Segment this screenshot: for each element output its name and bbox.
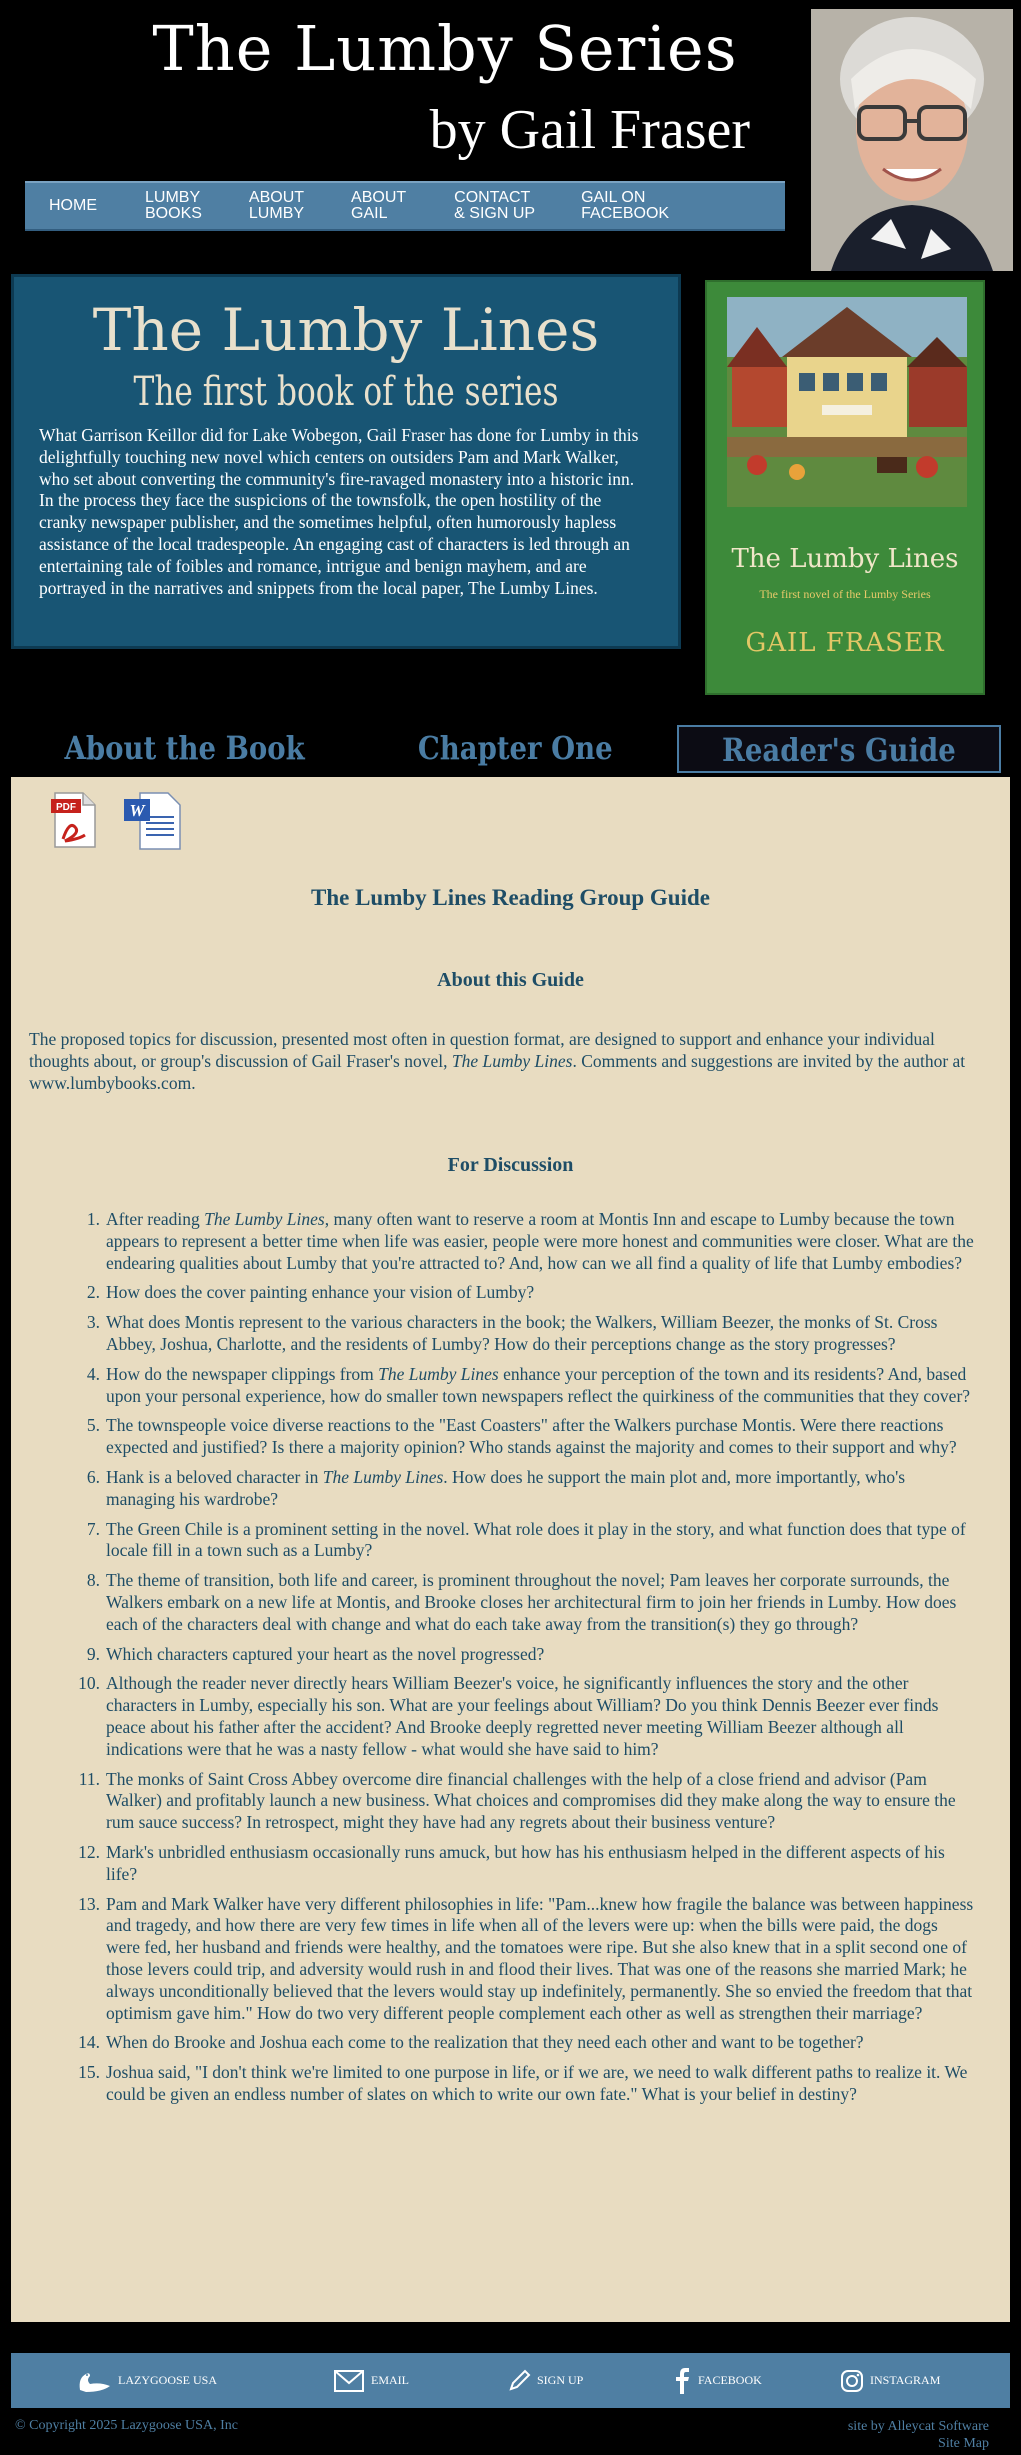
- tab-label: Chapter One: [417, 729, 613, 767]
- question-item: 2. How does the cover painting enhance your vision of Lumby?: [86, 1282, 535, 1303]
- envelope-icon: [333, 2369, 365, 2393]
- question-item: 3. What does Montis represent to the various characters in the book; the Walkers, William Beezer, the monks of St. Cross Abbey, Joshua, Charlotte, and the residents of Lumby? How do their perceptions change as the story progresses?: [86, 1312, 938, 1354]
- question-item: 10. Although the reader never directly hears William Beezer's voice, he significantly influences the story and the other characters in Lumby, especially his son. What are your feelings about William? Do you think Dennis Beezer ever finds peace about his father after the accident? And Brooke deeply regretted never meeting William Beezer although all indications were that he was a nasty fellow - what would she have said to him?: [78, 1673, 939, 1759]
- footer-facebook-link[interactable]: FACEBOOK: [674, 2353, 762, 2408]
- facebook-icon: [674, 2368, 692, 2394]
- discussion-heading: For Discussion: [447, 1154, 574, 1176]
- question-item: 13. Pam and Mark Walker have very different philosophies in life: "Pam...knew how fragile the balance was between happiness and tragedy, and how there are very few times in life when all of the levers were up: when the bills were paid, the dogs were fed, her husband and friends were healthy, and the tomatoes were ripe. But she also knew that in a split second one of those levers could trip, and adversity would rush in and flood their lives. That was one of the reasons she married Mark; he always unconditionally believed that the levers would stay up indefinitely, permanently. She so envied the freedom that that optimism gave him." How do two very different people complement each other as well as strengthen their marriage?: [78, 1893, 974, 2023]
- tab-label: About the Book: [64, 729, 306, 767]
- main-nav: [25, 181, 785, 231]
- pdf-label: PDF: [56, 802, 76, 813]
- tab-chapter-one[interactable]: [355, 725, 675, 773]
- book-feature-box: [11, 274, 681, 649]
- site-byline: by Gail Fraser: [429, 99, 750, 161]
- tab-label: Reader's Guide: [722, 731, 956, 769]
- word-doc-icon[interactable]: [124, 791, 184, 849]
- question-item: 6. Hank is a beloved character in The Lumby Lines. How does he support the main plot and, more importantly, who's managing his wardrobe?: [86, 1466, 906, 1509]
- pdf-icon[interactable]: [51, 791, 97, 849]
- copyright-text: © Copyright 2025 Lazygoose USA, Inc: [15, 2418, 238, 2433]
- book-title: The Lumby Lines: [92, 296, 600, 364]
- word-label: W: [129, 801, 145, 820]
- alleycat-credit-link[interactable]: site by Alleycat Software: [847, 2419, 989, 2434]
- nav-contact-signup[interactable]: CONTACT & SIGN UP: [454, 189, 536, 222]
- readers-guide-panel: [11, 777, 1010, 2322]
- site-map-link[interactable]: Site Map: [938, 2436, 989, 2451]
- guide-title: The Lumby Lines Reading Group Guide: [311, 885, 710, 910]
- question-item: 11. The monks of Saint Cross Abbey overcome dire financial challenges with the help of a close friend and advisor (Pam Walker) and profitably launch a new business. What choices and compromises did they make along the way to ensure the rum sauce success? In retrospect, might they have had any regrets about their business venture?: [78, 1768, 956, 1833]
- nav-gail-facebook[interactable]: GAIL ON FACEBOOK: [581, 189, 670, 222]
- instagram-icon: [840, 2369, 864, 2393]
- pencil-icon: [507, 2369, 531, 2393]
- goose-icon: [76, 2368, 112, 2394]
- nav-about-lumby[interactable]: ABOUT LUMBY: [248, 189, 305, 222]
- question-item: 5. The townspeople voice diverse reactions to the "East Coasters" after the Walkers purchase Montis. Were there reactions expected and justified? Is there a majority opinion? Who stands against the majority and comes to their support and why?: [86, 1415, 957, 1458]
- cover-title: The Lumby Lines: [731, 544, 959, 574]
- book-description: What Garrison Keillor did for Lake Wobegon, Gail Fraser has done for Lumby in this delightfully touching new novel which centers on outsiders Pam and Mark Walker, who set about converting the community's fire-ravaged monastery into a historic inn. In the process they face the suspicions of the townsfolk, the open hostility of the cranky newspaper publisher, and the sometimes helpful, often humorously hapless assistance of the local tradespeople. An engaging cast of characters is led through an entertaining tale of foibles and romance, intrigue and benign mayhem, and are portrayed in the narratives and snippets from the local paper, The Lumby Lines.: [39, 425, 639, 598]
- nav-home[interactable]: HOME: [49, 197, 97, 214]
- question-item: 1. After reading The Lumby Lines, many often want to reserve a room at Montis Inn and escape to Lumby because the town appears to represent a better time when life was easier, people were more honest and communities were closer. What are the endearing qualities about Lumby that you're attracted to? And, how can we all find a quality of life that Lumby embodies?: [86, 1209, 974, 1273]
- footer-signup-link[interactable]: SIGN UP: [507, 2353, 583, 2408]
- tab-readers-guide[interactable]: [677, 725, 1001, 773]
- question-item: 15. Joshua said, "I don't think we're limited to one purpose in life, or if we are, we need to walk different paths to realize it. We could be given an endless number of slates on which to write our own fate." What is your belief in destiny?: [78, 2062, 968, 2104]
- book-subtitle: The first book of the series: [133, 369, 559, 415]
- nav-lumby-books[interactable]: LUMBY BOOKS: [145, 189, 202, 222]
- site-credit: [848, 2418, 989, 2452]
- nav-about-gail[interactable]: ABOUT GAIL: [351, 189, 407, 222]
- tab-about-the-book[interactable]: [25, 725, 345, 773]
- question-item: 12. Mark's unbridled enthusiasm occasionally runs amuck, but how has his enthusiasm helped in the different aspects of his life?: [78, 1841, 945, 1884]
- footer-lazygoose-link[interactable]: LAZYGOOSE USA: [76, 2353, 217, 2408]
- site-title: The Lumby Series: [152, 12, 738, 85]
- footer-bar: [11, 2353, 1010, 2408]
- discussion-questions: [56, 1209, 976, 2114]
- about-guide-heading: About this Guide: [437, 969, 584, 991]
- question-item: 4. How do the newspaper clippings from The Lumby Lines enhance your perception of the town and its residents? And, based upon your personal experience, how do smaller town newspapers reflect the quirkiness of the communities that they cover?: [86, 1363, 971, 1406]
- about-guide-text: The proposed topics for discussion, presented most often in question format, are designed to support and enhance your individual thoughts about, or group's discussion of Gail Fraser's novel, The Lumby Lines. Comments and suggestions are invited by the author at www.lumbybooks.com.: [29, 1029, 966, 1093]
- author-photo: [811, 9, 1013, 271]
- footer-email-link[interactable]: EMAIL: [333, 2353, 409, 2408]
- cover-subtitle: The first novel of the Lumby Series: [759, 587, 931, 601]
- footer-instagram-link[interactable]: INSTAGRAM: [840, 2353, 940, 2408]
- question-item: 7. The Green Chile is a prominent setting in the novel. What role does it play in the story, and what function does that type of locale fill in a town such as a Lumby?: [86, 1518, 966, 1561]
- book-cover: [705, 280, 985, 695]
- question-item: 8. The theme of transition, both life and career, is prominent throughout the novel; Pam leaves her corporate surrounds, the Walkers embark on a new life at Montis, and Brooke closes her architectural firm to join her friends in Lumby. How does each of the characters deal with change and what do each take away from the transition(s) they go through?: [86, 1570, 957, 1634]
- cover-author: GAIL FRASER: [745, 628, 945, 658]
- question-item: 9. Which characters captured your heart as the novel progressed?: [86, 1643, 545, 1664]
- question-item: 14. When do Brooke and Joshua each come to the realization that they need each other and want to be together?: [78, 2032, 864, 2053]
- cover-painting: [727, 297, 967, 507]
